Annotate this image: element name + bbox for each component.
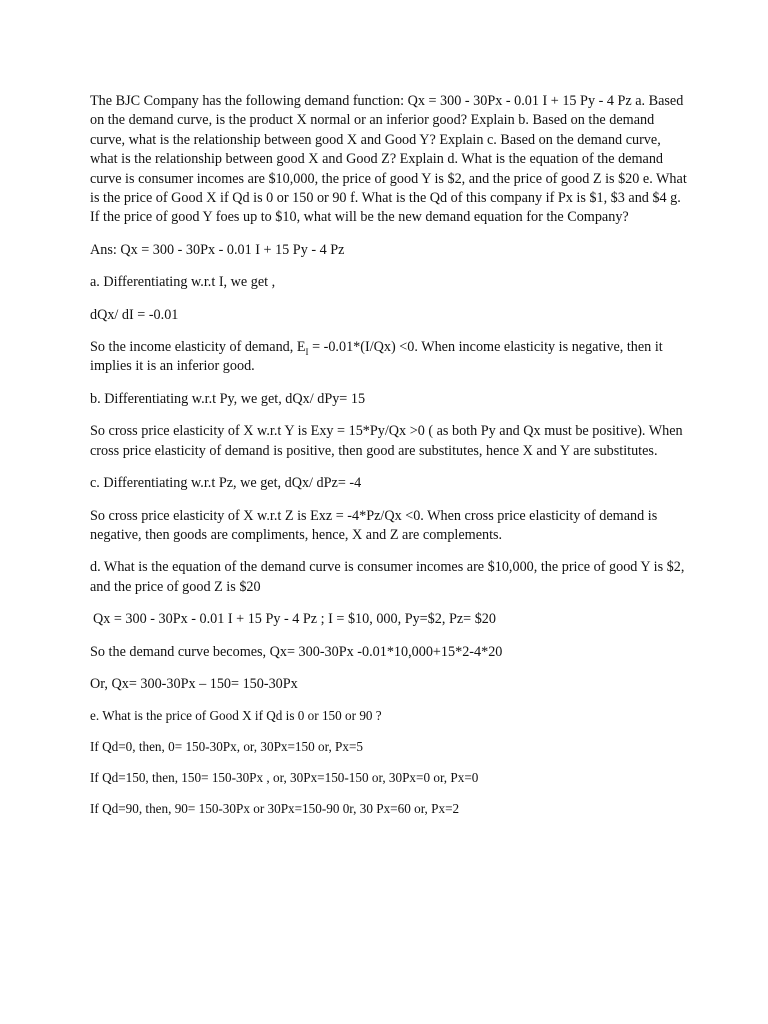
part-e-intro: e. What is the price of Good X if Qd is 0 or 150 or 90 ? (90, 708, 382, 724)
question-text: The BJC Company has the following demand function: Qx = 300 - 30Px - 0.01 I + 15 Py - 4 Pz a. Based on the demand curve, is the product X normal or an inferior good? Explain b. Based on the demand curve, what is the relationship between good X and Good Y? Explain c. Based on the demand curve, what is the relationship between good X and Good Z? Explain d. What is the equation of the demand curve is consumer incomes are $10,000, the price of good Y is $2, and the price of good Z is $20 e. What is the price of Good X if Qd is 0 or 150 or 90 f. What is the Qd of this company if Px is $1, $3 and $4 g. If the price of good Y foes up to $10, what will be the new demand equation for the Company? (90, 93, 687, 226)
part-e-case-1: If Qd=0, then, 0= 150-30Px, or, 30Px=150 or, Px=5 (90, 739, 364, 755)
part-e-case-3: If Qd=90, then, 90= 150-30Px or 30Px=150-90 0r, 30 Px=60 or, Px=2 (90, 801, 460, 817)
part-e-case-2: If Qd=150, then, 150= 150-30Px , or, 30Px=150-150 or, 30Px=0 or, Px=0 (90, 770, 479, 786)
part-a-elasticity-prefix: So the income elasticity of demand, E (90, 339, 306, 356)
part-a-elasticity (90, 338, 690, 377)
part-b-text: So cross price elasticity of X w.r.t Y is Exy = 15*Py/Qx >0 ( as both Py and Qx must be positive). When cross price elasticity of demand is positive, then good are substitutes, hence X and Y are substitutes. (90, 423, 683, 459)
part-d-equation: Qx = 300 - 30Px - 0.01 I + 15 Py - 4 Pz ; I = $10, 000, Py=$2, Pz= $20 (93, 611, 496, 628)
part-c-intro: c. Differentiating w.r.t Pz, we get, dQx/ dPz= -4 (90, 475, 362, 492)
answer-equation: Ans: Qx = 300 - 30Px - 0.01 I + 15 Py - 4 Pz (90, 241, 345, 258)
document-body (90, 92, 690, 831)
part-d-intro: d. What is the equation of the demand curve is consumer incomes are $10,000, the price of good Y is $2, and the price of good Z is $20 (90, 559, 685, 595)
part-a-intro: a. Differentiating w.r.t I, we get , (90, 274, 276, 291)
part-b-intro: b. Differentiating w.r.t Py, we get, dQx/ dPy= 15 (90, 390, 366, 407)
part-c-text: So cross price elasticity of X w.r.t Z is Exz = -4*Pz/Qx <0. When cross price elasticity of demand is negative, then goods are compliments, hence, X and Z are complements. (90, 507, 658, 543)
part-a-elasticity-subscript: I (305, 346, 309, 357)
part-d-curve: So the demand curve becomes, Qx= 300-30Px -0.01*10,000+15*2-4*20 (90, 643, 503, 660)
part-a-derivative: dQx/ dI = -0.01 (90, 306, 179, 323)
part-d-result: Or, Qx= 300-30Px – 150= 150-30Px (90, 675, 298, 692)
part-a-elasticity-rest: = -0.01*(I/Qx) <0. When income elasticity is negative, then it implies it is an inferior good. (90, 339, 663, 375)
